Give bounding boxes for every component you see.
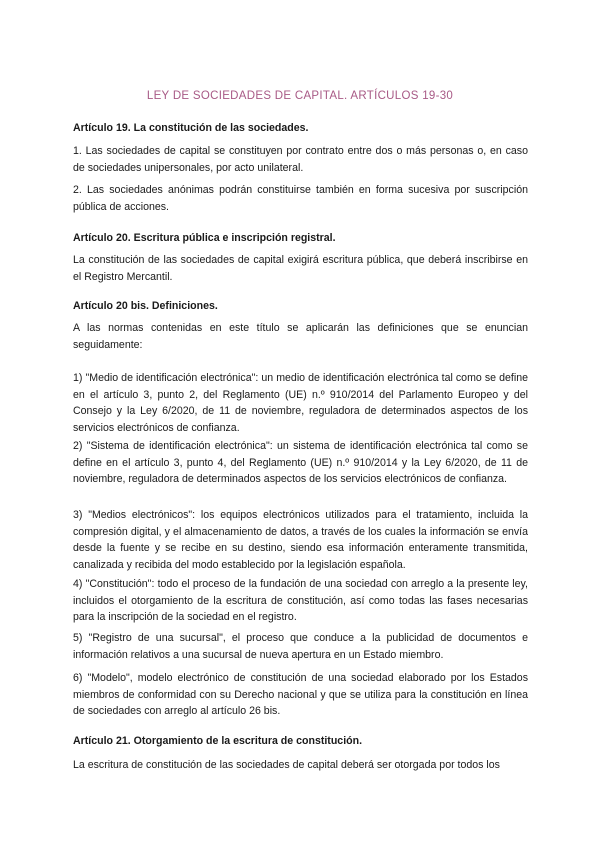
article-21-paragraph-1: La escritura de constitución de las sociedades de capital deberá ser otorgada por todos los — [73, 759, 500, 771]
article-19-paragraph-2: 2. Las sociedades anónimas podrán constituirse también en forma sucesiva por suscripción pública de acciones. — [73, 184, 528, 213]
article-20bis-heading: Artículo 20 bis. Definiciones. — [73, 300, 218, 312]
article-19-heading: Artículo 19. La constitución de las sociedades. — [73, 122, 309, 134]
definition-5: 5) "Registro de una sucursal", el proceso que conduce a la publicidad de documentos e información relativos a una sucursal de nueva apertura en un Estado miembro. — [73, 632, 528, 661]
definition-3: 3) "Medios electrónicos": los equipos electrónicos utilizados para el tratamiento, incluida la compresión digital, y el almacenamiento de datos, a través de los cuales la información se envía desde la fuente y se recibe en su destino, siendo esa información enteramente transmitida, canalizada y recibida del modo establecido por la legislación española. — [73, 509, 528, 571]
definition-6: 6) "Modelo", modelo electrónico de constitución de una sociedad elaborado por los Estados miembros de conformidad con su Derecho nacional y que se utiliza para la constitución en línea de sociedades con arreglo al artículo 26 bis. — [73, 672, 528, 717]
definition-2: 2) "Sistema de identificación electrónica": un sistema de identificación electrónica tal como se define en el artículo 3, punto 4, del Reglamento (UE) n.º 910/2014 y la Ley 6/2020, de 11 de noviembre, reguladora de determinados aspectos de los servicios electrónicos de confianza. — [73, 440, 528, 485]
definition-4: 4) "Constitución": todo el proceso de la fundación de una sociedad con arreglo a la presente ley, incluidos el otorgamiento de la escritura de constitución, así como todas las fases necesarias para la inscripción de la sociedad en el registro. — [73, 578, 528, 623]
article-20-paragraph-1: La constitución de las sociedades de capital exigirá escritura pública, que deberá inscribirse en el Registro Mercantil. — [73, 254, 528, 283]
document-title: LEY DE SOCIEDADES DE CAPITAL. ARTÍCULOS 19-30 — [146, 90, 454, 102]
article-20-heading: Artículo 20. Escritura pública e inscripción registral. — [73, 232, 336, 244]
article-19-paragraph-1: 1. Las sociedades de capital se constituyen por contrato entre dos o más personas o, en caso de sociedades unipersonales, por acto unilateral. — [73, 145, 528, 174]
article-20bis-intro: A las normas contenidas en este título se aplicarán las definiciones que se enuncian seguidamente: — [73, 322, 528, 351]
definition-1: 1) "Medio de identificación electrónica": un medio de identificación electrónica tal como se define en el artículo 3, punto 2, del Reglamento (UE) n.º 910/2014 del Parlamento Europeo y del Consejo y la Ley 6/2020, de 11 de noviembre, reguladora de determinados aspectos de los servicios electrónicos de confianza. — [73, 372, 528, 434]
article-21-heading: Artículo 21. Otorgamiento de la escritura de constitución. — [73, 735, 363, 747]
